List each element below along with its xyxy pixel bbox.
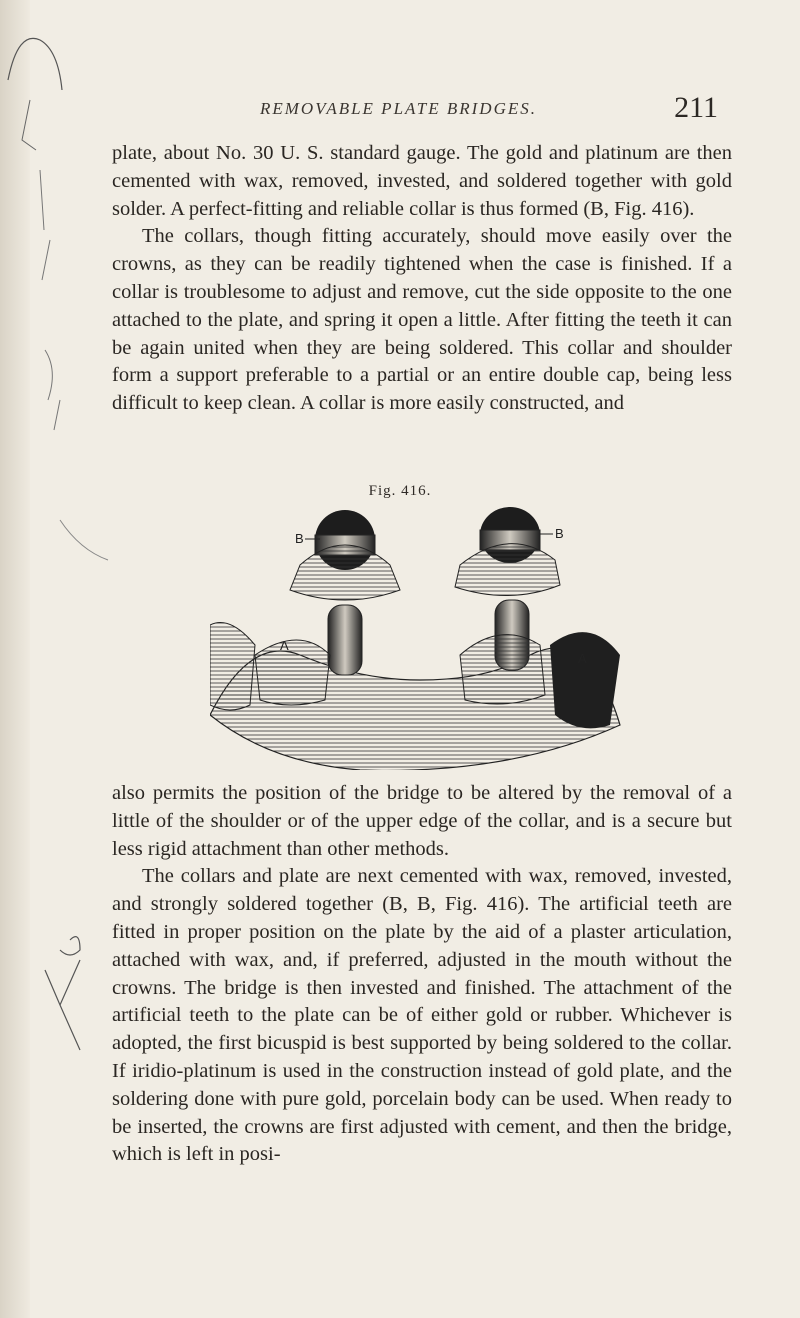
shoulder-right [455,544,560,596]
paragraph: also permits the position of the bridge to be altered by the removal of a little of the shoulder or of the upper edge of the collar, and is a secure but less rigid attachment than other methods. [112,782,732,860]
page-number: 211 [674,91,718,124]
paragraph: The collars, though fitting accurately, should move easily over the crowns, as they can be readily tightened when the case is finished. If a collar is troublesome to adjust and remove, cut the side opposite to the one attached to the plate, and spring it open a little. After fitting the teeth it can be again united when they are being soldered. This collar and shoulder form a support preferable to a partial or an entire double cap, being less difficult to keep clean. A collar is more easily constructed, and [112,225,732,415]
page-header [120,91,720,133]
label-a-right: A [578,651,587,666]
label-a-left: A [280,638,289,653]
running-head: REMOVABLE PLATE BRIDGES. [260,99,537,118]
text-block-bottom [112,780,732,1169]
text-block-top [112,140,732,418]
artificial-tooth-right-2 [550,632,620,728]
margin-pencil-marks-bottom [40,930,120,1060]
shoulder-left [290,545,400,600]
bridge-illustration [210,505,630,770]
figure-caption: Fig. 416. [368,483,432,499]
post-left [328,605,362,675]
paragraph: plate, about No. 30 U. S. standard gauge. The gold and platinum are then cemented with wax, removed, invested, and soldered together with gold solder. A perfect-fitting and reliable collar is thus formed (B, Fig. 416). [112,142,732,220]
label-b-right: B [555,526,564,541]
label-b-left: B [295,531,304,546]
figure-416-illustration [210,505,630,770]
paragraph: The collars and plate are next cemented with wax, removed, invested, and strongly soldered together (B, B, Fig. 416). The artificial teeth are fitted in proper position on the plate by the aid of a plaster articulation, attached with wax, and, if preferred, adjusted in the mouth without the crowns. The bridge is then invested and finished. The attachment of the artificial teeth to the plate can be of either gold or rubber. Whichever is adopted, the first bicuspid is best supported by being soldered to the collar. If iridio-platinum is used in the construction instead of gold plate, and the soldering done with pure gold, porcelain body can be used. When ready to be inserted, the crowns are first adjusted with cement, and then the bridge, which is left in posi- [112,865,732,1166]
artificial-tooth-right [460,635,545,704]
artificial-tooth-left [210,623,255,711]
artificial-tooth-left-2 [255,640,330,705]
